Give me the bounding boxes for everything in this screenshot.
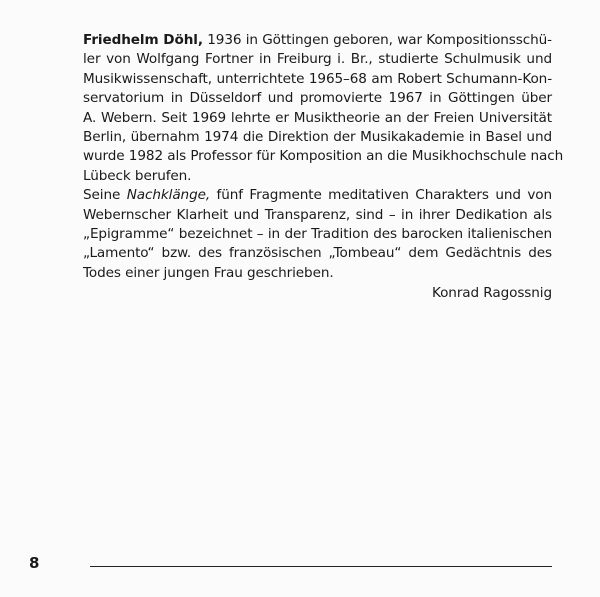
bio-line-5: A. Webern. Seit 1969 lehrte er Musiktheorie an der Freien Universität	[83, 109, 552, 126]
bio-line-1: Friedhelm Döhl, 1936 in Göttingen geboren, war Kompositionsschü-	[83, 32, 552, 48]
bio-line-2: ler von Wolfgang Fortner in Freiburg i. Br., studierte Schulmusik und	[83, 51, 552, 68]
bio-line-8: Lübeck berufen.	[83, 167, 192, 184]
liner-notes-text	[83, 31, 564, 304]
work-line-4: „Lamento“ bzw. des französischen „Tombeau“ dem Gedächtnis des	[83, 245, 552, 262]
page-number: 8	[29, 554, 40, 572]
work-line-1: Seine Nachklänge, fünf Fragmente meditativen Charakters und von	[83, 187, 552, 204]
bio-line-4: servatorium in Düsseldorf und promovierte 1967 in Göttingen über	[83, 90, 552, 107]
work-line-5: Todes einer jungen Frau geschrieben.	[83, 264, 334, 281]
footer-rule	[90, 566, 552, 567]
author-signature: Konrad Ragossnig	[431, 285, 552, 302]
work-line-2: Webernscher Klarheit und Transparenz, sind – in ihrer Dedikation als	[83, 206, 552, 223]
work-line-3: „Epigramme“ bezeichnet – in der Tradition des barocken italienischen	[83, 226, 552, 243]
composer-name: Friedhelm Döhl,	[83, 32, 203, 48]
bio-line-7: wurde 1982 als Professor für Komposition an die Musikhochschule nach	[83, 148, 564, 165]
bio-line-3: Musikwissenschaft, unterrichtete 1965–68 am Robert Schumann-Kon-	[83, 70, 552, 87]
bio-line-6: Berlin, übernahm 1974 die Direktion der Musikakademie in Basel und	[83, 129, 552, 146]
work-title: Nachklänge,	[126, 187, 211, 204]
